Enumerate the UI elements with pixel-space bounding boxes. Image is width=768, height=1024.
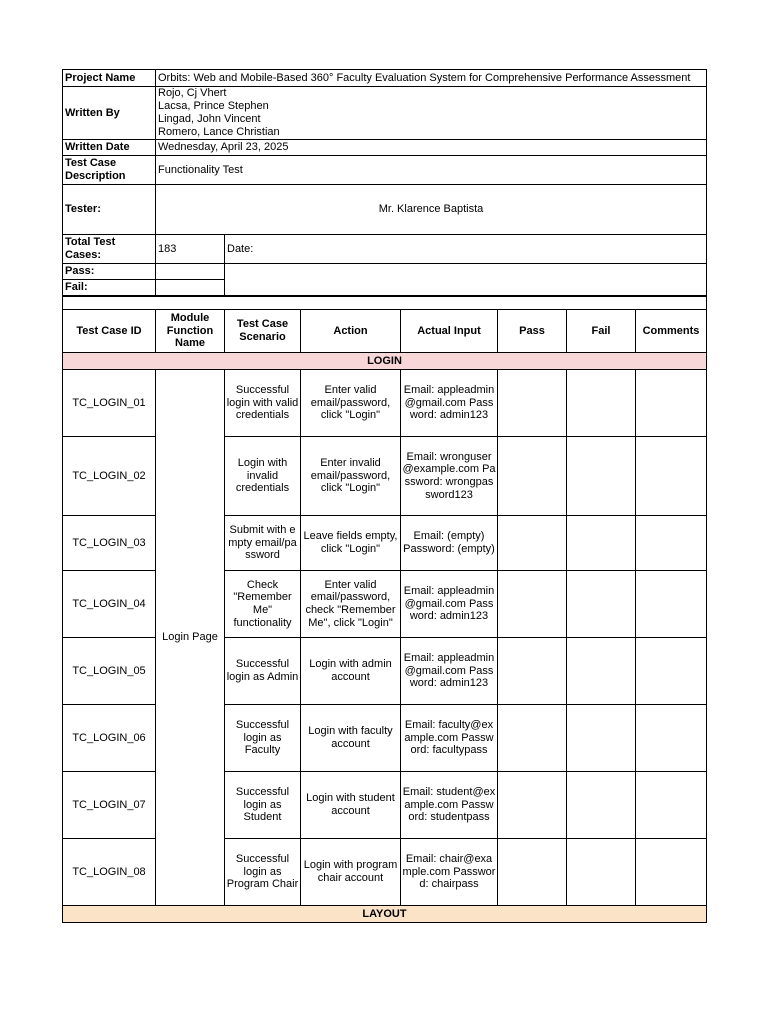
tester-label: Tester: [63,185,156,235]
project-info-table [62,69,707,296]
test-case-action: Login with program chair account [301,839,401,906]
fail-cell [567,772,636,839]
fail-cell [567,571,636,638]
test-case-action: Enter invalid email/password, click "Login" [301,437,401,516]
fail-label: Fail: [63,280,156,296]
author-name: Romero, Lance Christian [158,126,280,138]
header-actual-input: Actual Input [401,310,498,353]
test-case-id: TC_LOGIN_06 [63,705,156,772]
comments-cell [636,370,707,437]
fail-count-cell [156,280,225,296]
author-name: Rojo, Cj Vhert [158,87,227,99]
pass-cell [498,839,567,906]
header-module-function-name: Module Function Name [156,310,225,353]
total-test-cases-value: 183 [156,235,225,264]
module-function-name: Login Page [156,370,225,906]
test-case-actual-input: Email: student@example.com Password: studentpass [401,772,498,839]
comments-cell [636,571,707,638]
test-case-id: TC_LOGIN_07 [63,772,156,839]
test-case-scenario: Successful login as Faculty [225,705,301,772]
header-fail: Fail [567,310,636,353]
test-case-actual-input: Email: appleadmin@gmail.com Password: admin123 [401,638,498,705]
test-case-action: Leave fields empty, click "Login" [301,516,401,571]
test-case-actual-input: Email: wronguser@example.com Password: wrongpassword123 [401,437,498,516]
test-case-action: Enter valid email/password, click "Login" [301,370,401,437]
test-case-action: Login with student account [301,772,401,839]
fail-cell [567,516,636,571]
date-label: Date: [225,235,707,264]
test-case-actual-input: Email: faculty@example.com Password: facultypass [401,705,498,772]
authors-list [156,87,707,140]
comments-cell [636,437,707,516]
header-test-case-id: Test Case ID [63,310,156,353]
test-case-id: TC_LOGIN_01 [63,370,156,437]
comments-cell [636,516,707,571]
written-by-label: Written By [63,87,156,140]
test-case-id: TC_LOGIN_04 [63,571,156,638]
test-case-actual-input: Email: (empty) Password: (empty) [401,516,498,571]
test-case-description-label: Test Case Description [63,156,156,185]
fail-cell [567,839,636,906]
header-pass: Pass [498,310,567,353]
spacer-row [63,297,707,310]
test-case-id: TC_LOGIN_02 [63,437,156,516]
fail-cell [567,705,636,772]
author-name: Lingad, John Vincent [158,113,261,125]
fail-cell [567,638,636,705]
test-case-actual-input: Email: chair@example.com Password: chairpass [401,839,498,906]
tester-value: Mr. Klarence Baptista [156,185,707,235]
author-name: Lacsa, Prince Stephen [158,100,269,112]
test-case-action: Login with faculty account [301,705,401,772]
project-name-value: Orbits: Web and Mobile-Based 360° Faculty Evaluation System for Comprehensive Performance Assessment [156,70,707,87]
pass-count-cell [156,264,225,280]
pass-cell [498,571,567,638]
test-case-id: TC_LOGIN_05 [63,638,156,705]
test-case-scenario: Submit with empty email/password [225,516,301,571]
test-case-scenario: Check "Remember Me" functionality [225,571,301,638]
test-case-actual-input: Email: appleadmin@gmail.com Password: admin123 [401,370,498,437]
test-case-description-value: Functionality Test [156,156,707,185]
comments-cell [636,638,707,705]
total-test-cases-label: Total Test Cases: [63,235,156,264]
test-case-table [62,296,707,923]
section-header-layout: LAYOUT [63,906,707,923]
written-date-label: Written Date [63,140,156,156]
test-case-id: TC_LOGIN_08 [63,839,156,906]
project-name-label: Project Name [63,70,156,87]
test-case-id: TC_LOGIN_03 [63,516,156,571]
date-value-cell [225,264,707,296]
test-case-scenario: Successful login as Admin [225,638,301,705]
pass-cell [498,705,567,772]
test-case-action: Enter valid email/password, check "Remember Me", click "Login" [301,571,401,638]
written-date-value: Wednesday, April 23, 2025 [156,140,707,156]
header-action: Action [301,310,401,353]
header-test-case-scenario: Test Case Scenario [225,310,301,353]
test-case-actual-input: Email: appleadmin@gmail.com Password: admin123 [401,571,498,638]
test-case-scenario: Successful login as Program Chair [225,839,301,906]
fail-cell [567,437,636,516]
pass-cell [498,437,567,516]
comments-cell [636,839,707,906]
pass-label: Pass: [63,264,156,280]
pass-cell [498,516,567,571]
pass-cell [498,772,567,839]
test-case-scenario: Successful login as Student [225,772,301,839]
table-row [63,370,707,437]
pass-cell [498,370,567,437]
test-case-scenario: Successful login with valid credentials [225,370,301,437]
table-header-row [63,310,707,353]
comments-cell [636,705,707,772]
section-header-login: LOGIN [63,353,707,370]
test-case-scenario: Login with invalid credentials [225,437,301,516]
fail-cell [567,370,636,437]
pass-cell [498,638,567,705]
test-case-action: Login with admin account [301,638,401,705]
comments-cell [636,772,707,839]
header-comments: Comments [636,310,707,353]
